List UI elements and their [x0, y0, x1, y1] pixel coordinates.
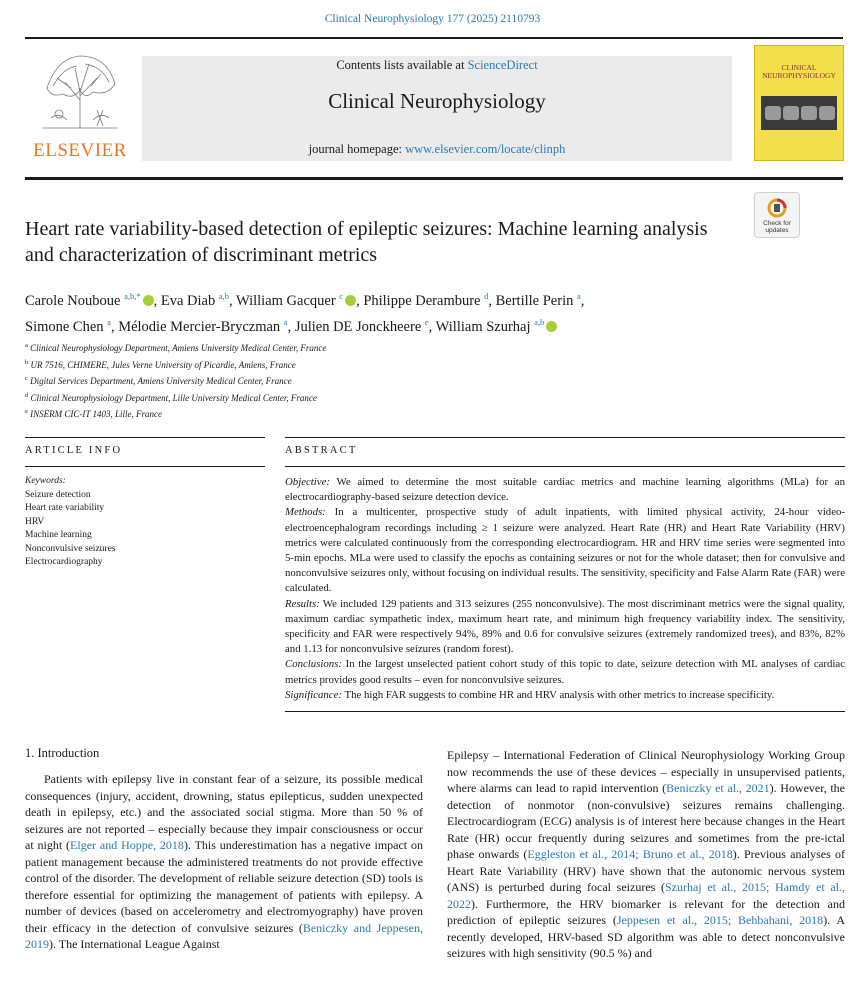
abstract-top-rule: [285, 437, 845, 438]
sciencedirect-link[interactable]: ScienceDirect: [467, 58, 538, 72]
keyword-item[interactable]: Nonconvulsive seizures: [25, 543, 116, 554]
journal-citation[interactable]: Clinical Neurophysiology 177 (2025) 2110793: [324, 13, 541, 25]
body-text: Patients with epilepsy live in constant fear of a seizure, its possible medical consequences (injury, accident, drowning, status epilepticus, sudden unexpected death in epilepsy, etc.) and the associated social stigma. More than 50 % of seizures are not reported – especially because they impair consciousness or occur at night (: [25, 772, 423, 852]
orcid-icon[interactable]: [143, 295, 154, 306]
author-name[interactable]: William Szurhaj: [435, 318, 531, 335]
check-for-updates-button[interactable]: [754, 192, 800, 238]
citation-link[interactable]: Beniczky and Jeppesen, 2019: [25, 920, 423, 951]
check-updates-icon: [767, 198, 787, 218]
article-info-heading: ARTICLE INFO: [25, 445, 123, 456]
body-text: ). The International League Against: [49, 937, 220, 951]
author-affiliation-marks[interactable]: a: [576, 291, 581, 301]
abstract-section-text: We included 129 patients and 313 seizures (255 nonconvulsive). The most discriminant metrics were the signal quality, maximum cardiac sympathetic index, maximum heart rate, and minimum high frequency variability index. The sensitivity, specificity and FAR were respectively 94%, 89% and 0.6 for convulsive seizures (extremely randomized trees), and 83%, 82% and 1.13 for nonconvulsive seizures (random forest).: [285, 597, 845, 656]
article-title: Heart rate variability-based detection of epileptic seizures: Machine learning analysis and characterization of discriminant metrics: [25, 218, 708, 266]
abstract-divider: [285, 466, 845, 467]
body-column-right: [447, 747, 845, 962]
citation-link[interactable]: Beniczky et al., 2021: [666, 781, 770, 795]
affiliation-item: [25, 339, 725, 356]
body-column-left: [25, 771, 423, 953]
author-name[interactable]: William Gacquer: [235, 292, 336, 309]
abstract-body: [285, 475, 845, 703]
orcid-icon[interactable]: [546, 321, 557, 332]
abstract-section-label: Conclusions:: [285, 658, 342, 671]
intro-paragraph-continued: [447, 747, 845, 962]
affiliation-mark: d: [25, 391, 29, 399]
body-text: ). A recently developed, HRV-based SD algorithm was able to detect nonconvulsive seizures with high sensitivity (90.5 %) and: [447, 913, 845, 960]
abstract-section-text: In the largest unselected patient cohort study of this topic to date, seizure detection with ML analyses of cardiac metrics provides good results – even for nonconvulsive seizures.: [285, 658, 845, 686]
affiliation-item: [25, 372, 725, 389]
affiliation-item: [25, 389, 725, 406]
intro-paragraph-1: [25, 771, 423, 953]
journal-header-band: [142, 56, 732, 161]
section-heading-introduction: 1. Introduction: [25, 746, 100, 760]
author-name[interactable]: Carole Nouboue: [25, 292, 121, 309]
affiliation-text: UR 7516, CHIMERE, Jules Verne University of Picardie, Amiens, France: [30, 359, 296, 370]
abstract-section-label: Significance:: [285, 688, 342, 701]
cover-image: [761, 96, 837, 130]
author-affiliation-marks[interactable]: a: [107, 316, 111, 327]
author-name[interactable]: Eva Diab: [160, 292, 216, 309]
abstract-section: [285, 505, 845, 596]
author-affiliation-marks[interactable]: a,b: [218, 291, 229, 301]
body-text: ). However, the detection of nonmotor (non-convulsive) seizures remains challenging. Electrocardiogram (ECG) analysis is of interest here because changes in the Heart Rate (HR) occur frequently during seizures and sometimes from the pre-ictal phase onwards (: [447, 781, 846, 861]
affiliation-mark: e: [25, 408, 28, 415]
keywords-label: Keywords:: [25, 476, 66, 486]
orcid-icon[interactable]: [345, 295, 356, 306]
abstract-section-label: Objective:: [285, 476, 330, 488]
author-list: Carole Nouboue $^{a,b,*}$ , Eva Diab $^{a,b}$, William Gacquer $^c$ , Philippe Derambure $^d$, Bertille Perin $^a$, Simone Chen $^a$, Mélodie Mercier-Bryczman $^a$, Julien DE Jonckheere $^e$, William Szurhaj $^{a,b}$: [25, 291, 585, 335]
affiliation-mark: b: [25, 358, 29, 366]
elsevier-logo[interactable]: [25, 44, 135, 162]
keywords-list: [25, 489, 265, 570]
masthead-bottom-rule: [25, 177, 843, 180]
keywords-block: [25, 475, 265, 570]
affiliation-item: [25, 405, 725, 422]
contents-prefix: Contents lists available at: [336, 58, 468, 72]
abstract-section-text: We aimed to determine the most suitable cardiac metrics and machine learning algorithms (MLa) for an electrocardiography-based seizure detection device.: [285, 476, 845, 504]
citation-link[interactable]: Elger and Hoppe, 2018: [70, 838, 184, 852]
affiliation-text: Clinical Neurophysiology Department, Lille University Medical Center, France: [30, 392, 317, 403]
author-affiliation-marks[interactable]: d: [484, 291, 489, 301]
author-name[interactable]: Bertille Perin: [495, 292, 574, 309]
affiliation-text: Digital Services Department, Amiens University Medical Center, France: [30, 376, 292, 386]
affiliation-item: [25, 356, 725, 373]
author-affiliation-marks[interactable]: a,b: [534, 316, 545, 327]
article-info-top-rule: [25, 437, 265, 438]
body-text: ). Furthermore, the HRV biomarker is relevant for the detection and prediction of epileptic seizures (: [447, 896, 845, 927]
homepage-prefix: journal homepage:: [308, 142, 406, 156]
contents-line: [142, 58, 732, 73]
abstract-heading: ABSTRACT: [285, 445, 358, 456]
keyword-item[interactable]: HRV: [25, 516, 45, 527]
keyword-item[interactable]: Machine learning: [25, 530, 92, 540]
cover-title: CLINICAL NEUROPHYSIOLOGY: [762, 63, 836, 80]
citation-link[interactable]: Eggleston et al., 2014; Bruno et al., 2018: [527, 847, 733, 861]
author-name[interactable]: Simone Chen: [25, 318, 104, 335]
author-affiliation-marks[interactable]: e: [424, 316, 429, 327]
abstract-section-text: The high FAR suggests to combine HR and HRV analysis with other metrics to increase specificity.: [341, 688, 775, 701]
author-affiliation-marks[interactable]: a: [283, 316, 288, 327]
affiliation-text: Clinical Neurophysiology Department, Amiens University Medical Center, France: [30, 343, 327, 353]
abstract-section: [285, 657, 845, 687]
affiliation-mark: c: [25, 375, 28, 382]
journal-title[interactable]: Clinical Neurophysiology: [328, 89, 546, 113]
affiliation-mark: a: [25, 342, 28, 349]
author-name[interactable]: Mélodie Mercier-Bryczman: [118, 318, 281, 335]
check-updates-label: Check for updates: [763, 220, 791, 234]
citation-link[interactable]: Jeppesen et al., 2015; Behbahani, 2018: [616, 913, 824, 927]
author-affiliation-marks[interactable]: a,b,*: [124, 291, 141, 301]
author-name[interactable]: Philippe Derambure: [363, 292, 481, 309]
abstract-section-label: Results:: [285, 597, 320, 610]
abstract-section: [285, 597, 845, 658]
masthead-top-rule: [25, 37, 843, 39]
abstract-section-label: Methods:: [285, 506, 326, 519]
publisher-wordmark: ELSEVIER: [33, 140, 127, 161]
author-affiliation-marks[interactable]: c: [339, 291, 344, 301]
body-text: ). This underestimation has a negative impact on patient management because the administered treatments do not provide effective control of the disorder. The development of reliable seizure detection (SD) tools is therefore essential for optimizing the management of patients with epilepsy. A number of devices (based on accelerometry and electromyography) have proven their efficacy in the detection of convulsive seizures (: [25, 838, 423, 935]
affiliation-text: INSERM CIC-IT 1403, Lille, France: [30, 409, 162, 419]
body-text: ). Previous analyses of Heart Rate Variability (HRV) have shown that the autonomic nervous system (ANS) is perturbed during focal seizures (: [447, 847, 845, 894]
author-name[interactable]: Julien DE Jonckheere: [294, 318, 422, 335]
homepage-line: [142, 142, 732, 157]
keyword-item[interactable]: Seizure detection: [25, 489, 91, 500]
article-info-divider: [25, 466, 265, 467]
affiliation-list: [25, 339, 725, 422]
citation-link[interactable]: Szurhaj et al., 2015; Hamdy et al., 2022: [447, 880, 845, 911]
keyword-item[interactable]: Electrocardiography: [25, 557, 103, 567]
journal-homepage-link[interactable]: www.elsevier.com/locate/clinph: [405, 142, 566, 156]
keyword-item[interactable]: Heart rate variability: [25, 503, 105, 513]
abstract-section-text: In a multicenter, prospective study of adult inpatients, with limited physical activity, 24-hour video-electroencephalogram recordings including ≥ 1 seizure were analyzed. Heart Rate (HR) and Heart Rate Variability (HRV) metrics were calculated continuously from the corresponding electrocardiogram. HR and HRV time series were segmented into 5-min epochs. MLa were used to classify the epochs as containing seizures or not for the whole dataset; then for convulsive and nonconvulsive seizures only, without focusing on individual results. The sensitivity, specificity and False Alarm Rate (FAR) were calculated.: [285, 506, 845, 595]
abstract-section: [285, 688, 845, 703]
journal-cover-thumbnail[interactable]: [754, 45, 844, 161]
body-text: Epilepsy – International Federation of Clinical Neurophysiology Working Group now recommends the use of these devices – especially in unsupervised patients, where alarms can lead to rapid intervention (: [447, 748, 845, 795]
elsevier-tree-icon: [37, 48, 123, 130]
abstract-section: [285, 475, 845, 505]
abstract-bottom-rule: [285, 711, 845, 712]
